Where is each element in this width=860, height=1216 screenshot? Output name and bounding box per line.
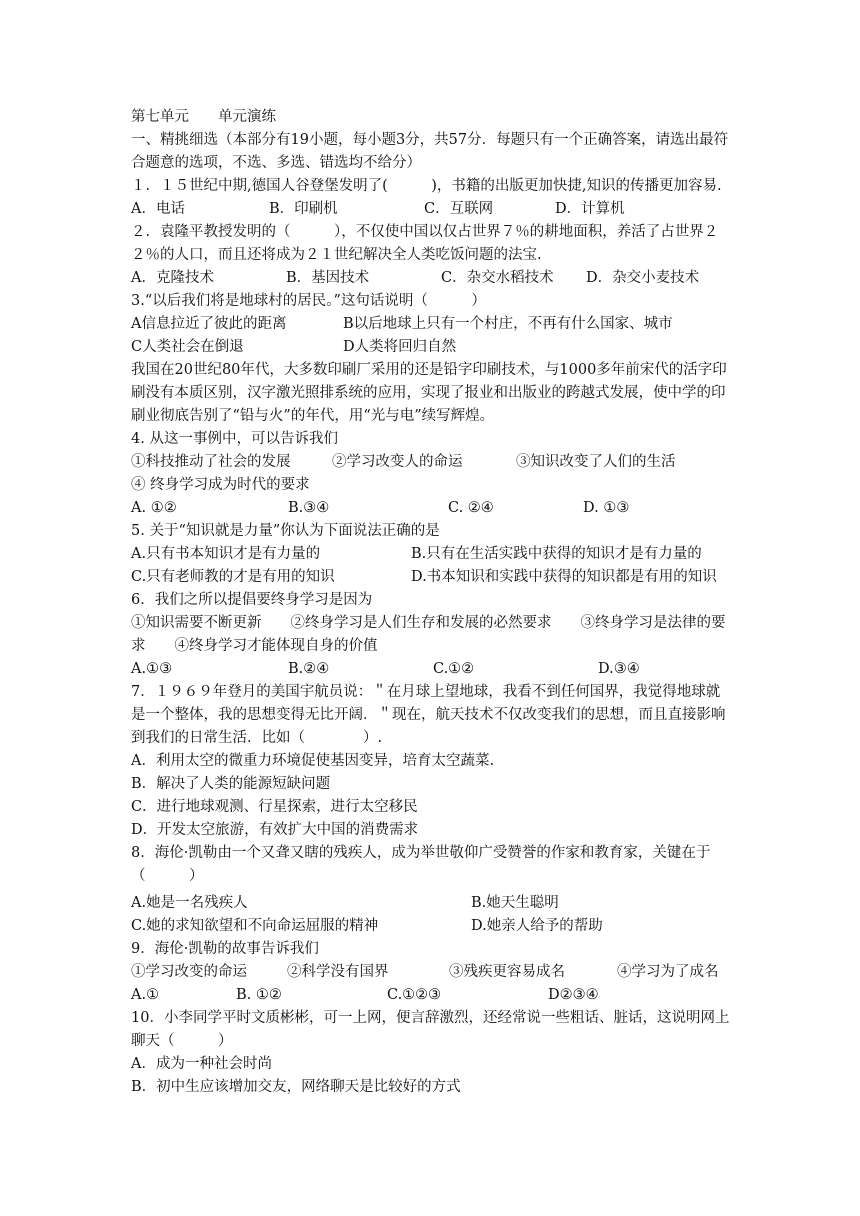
question-6-options	[131, 658, 731, 681]
option-a: A.①	[131, 987, 160, 1003]
statement-1: ①学习改变的命运	[131, 964, 247, 980]
option-d: D．计算机	[555, 201, 625, 217]
question-4-stem: 4. 从这一事例中，可以告诉我们	[131, 431, 338, 447]
option-c: C. ②④	[448, 500, 494, 516]
reading-passage: 我国在20世纪80年代，大多数印刷厂采用的还是铅字印刷技术，与1000多年前宋代的活字印刷没有本质区别，汉字激光照排系统的应用，实现了报业和出版业的跨越式发展，使中学的印刷业彻底告别了“铅与火”的年代，用“光与电”续写辉煌。	[131, 362, 727, 424]
question-6-statements: ①知识需要不断更新 ②终身学习是人们生存和发展的必然要求 ③终身学习是法律的要求 ④终身学习才能体现自身的价值	[131, 615, 726, 654]
question-5-stem: 5. 关于“知识就是力量”你认为下面说法正确的是	[131, 523, 440, 539]
question-8-stem: 8．海伦·凯勒由一个又聋又瞎的残疾人，成为举世敬仰广受赞誉的作家和教育家，关键在于（ ）	[131, 845, 711, 884]
question-7-stem: 7．１９６９年登月的美国宇航员说：＂在月球上望地球，我看不到任何国界，我觉得地球就是一个整体，我的思想变得无比开阔．＂现在，航天技术不仅改变我们的思想，而且直接影响到我们的日常生活．比如（ ）.	[131, 684, 726, 746]
option-b: B以后地球上只有一个村庄，不再有什么国家、城市	[343, 316, 673, 332]
question-3-options-row2	[131, 336, 731, 359]
option-a: A．克隆技术	[131, 270, 214, 286]
option-c: C．互联网	[424, 201, 494, 217]
question-2-stem: ２．袁隆平教授发明的（ ），不仅使中国以仅占世界７％的耕地面积，养活了占世界２２％的人口，而且还将成为２１世纪解决全人类吃饭问题的法宝.	[131, 224, 719, 263]
section-heading: 一、精挑细选（本部分有19小题，每小题3分，共57分．每题只有一个正确答案，请选出最符合题意的选项，不选、多选、错选均不给分）	[131, 132, 729, 171]
statement-4: ④ 终身学习成为时代的要求	[131, 477, 310, 493]
question-9-options	[131, 984, 731, 1007]
option-c: C.①②	[433, 661, 475, 677]
option-c: C.只有老师教的才是有用的知识	[131, 569, 335, 585]
option-b: B.她天生聪明	[471, 895, 559, 911]
option-a: A信息拉近了彼此的距离	[131, 316, 287, 332]
statement-2: ②科学没有国界	[287, 964, 389, 980]
option-a: A．成为一种社会时尚	[131, 1056, 272, 1072]
statement-2: ②学习改变人的命运	[332, 454, 463, 470]
question-8-options-row1	[131, 892, 731, 915]
option-c: C．杂交水稻技术	[441, 270, 554, 286]
option-b: B．印刷机	[269, 201, 338, 217]
option-b: B．基因技术	[286, 270, 370, 286]
option-d: D.书本知识和实践中获得的知识都是有用的知识	[411, 569, 717, 585]
option-a: A. ①②	[131, 500, 177, 516]
option-a: A.①③	[131, 661, 173, 677]
option-d: D.她亲人给予的帮助	[471, 918, 603, 934]
unit-title: 第七单元 单元演练	[131, 109, 276, 125]
question-1-stem: １．１５世纪中期,德国人谷登堡发明了( )，书籍的出版更加快捷,知识的传播更加容易.	[131, 178, 722, 194]
option-d: D②③④	[548, 987, 599, 1003]
option-a: A．电话	[131, 201, 185, 217]
option-b: B.②④	[288, 661, 330, 677]
document-body	[131, 106, 731, 1099]
question-1-options	[131, 198, 731, 221]
option-a: A．利用太空的微重力环境促使基因变异，培育太空蔬菜.	[131, 753, 495, 769]
option-d: D. ①③	[583, 500, 630, 516]
statement-3: ③残疾更容易成名	[449, 964, 565, 980]
question-4-statements	[131, 451, 731, 474]
option-d: D．开发太空旅游，有效扩大中国的消费需求	[131, 822, 419, 838]
option-b: B. ①②	[236, 987, 282, 1003]
statement-1: ①科技推动了社会的发展	[131, 454, 291, 470]
question-9-statements	[131, 961, 731, 984]
option-c: C人类社会在倒退	[131, 339, 244, 355]
question-9-stem: 9．海伦·凯勒的故事告诉我们	[131, 941, 319, 957]
option-a: A.她是一名残疾人	[131, 895, 248, 911]
question-3-stem: 3.“以后我们将是地球村的居民。”这句话说明（ ）	[131, 293, 486, 309]
question-4-options	[131, 497, 731, 520]
question-6-stem: 6．我们之所以提倡要终身学习是因为	[131, 592, 373, 608]
question-3-options-row1	[131, 313, 731, 336]
option-c: C.①②③	[387, 987, 442, 1003]
question-5-options-row1	[131, 543, 731, 566]
option-c: C.她的求知欲望和不向命运屈服的精神	[131, 918, 379, 934]
statement-3: ③知识改变了人们的生活	[516, 454, 676, 470]
question-10-stem: 10．小李同学平时文质彬彬，可一上网，便言辞激烈，还经常说一些粗话、脏话，这说明网上聊天（ ）	[131, 1010, 730, 1049]
option-b: B.③④	[288, 500, 330, 516]
question-5-options-row2	[131, 566, 731, 589]
option-a: A.只有书本知识才是有力量的	[131, 546, 321, 562]
question-8-options-row2	[131, 915, 731, 938]
statement-4: ④学习为了成名	[617, 964, 719, 980]
option-d: D．杂交小麦技术	[586, 270, 700, 286]
option-b: B．解决了人类的能源短缺问题	[131, 776, 331, 792]
option-b: B.只有在生活实践中获得的知识才是有力量的	[411, 546, 702, 562]
option-b: B．初中生应该增加交友，网络聊天是比较好的方式	[131, 1079, 461, 1095]
option-d: D.③④	[598, 661, 640, 677]
option-d: D人类将回归自然	[343, 339, 457, 355]
option-c: C．进行地球观测、行星探索，进行太空移民	[131, 799, 418, 815]
question-2-options	[131, 267, 731, 290]
